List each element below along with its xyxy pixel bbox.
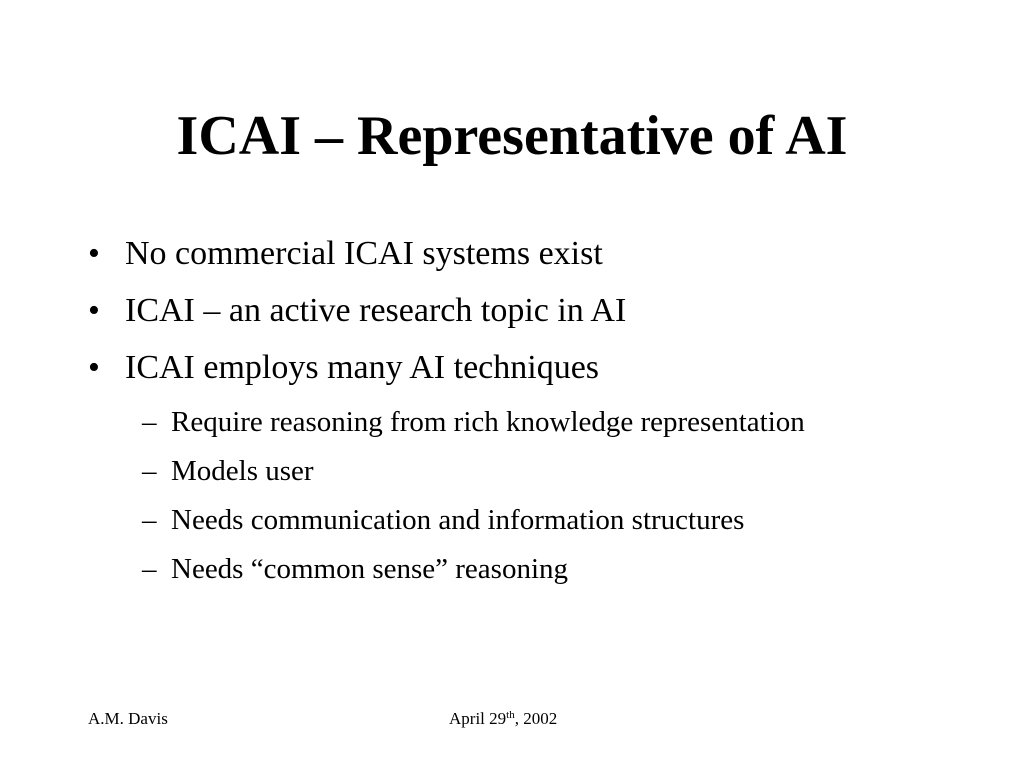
sub-bullet-text: Require reasoning from rich knowledge representation — [171, 406, 805, 438]
bullet-text: ICAI – an active research topic in AI — [125, 292, 627, 329]
bullet-text: ICAI employs many AI techniques — [125, 349, 600, 386]
bullet-marker: • — [88, 292, 100, 329]
footer-date-prefix: April 29 — [449, 709, 507, 728]
slide-title: ICAI – Representative of AI — [176, 105, 848, 167]
footer-date-year: , 2002 — [514, 709, 558, 728]
sub-bullet-text: Needs “common sense” reasoning — [171, 553, 569, 585]
sub-bullet-text: Models user — [171, 455, 314, 487]
sub-bullet-item — [0, 403, 1024, 452]
sub-bullet-text: Needs communication and information structures — [171, 504, 745, 536]
footer-date — [449, 708, 557, 730]
footer-author: A.M. Davis — [88, 709, 168, 728]
bullet-item — [0, 346, 1024, 403]
sub-bullet-item — [0, 452, 1024, 501]
sub-bullet-marker: – — [142, 504, 157, 536]
bullet-item — [0, 289, 1024, 346]
bullet-marker: • — [88, 349, 100, 386]
sub-bullet-marker: – — [142, 455, 157, 487]
bullet-marker: • — [88, 235, 100, 272]
bullet-text: No commercial ICAI systems exist — [125, 235, 603, 272]
footer-date-ordinal: th — [506, 709, 515, 721]
sub-bullet-marker: – — [142, 406, 157, 438]
sub-bullet-item — [0, 550, 1024, 599]
sub-bullet-marker: – — [142, 553, 157, 585]
bullet-list — [0, 232, 1024, 599]
bullet-item — [0, 232, 1024, 289]
sub-bullet-item — [0, 501, 1024, 550]
